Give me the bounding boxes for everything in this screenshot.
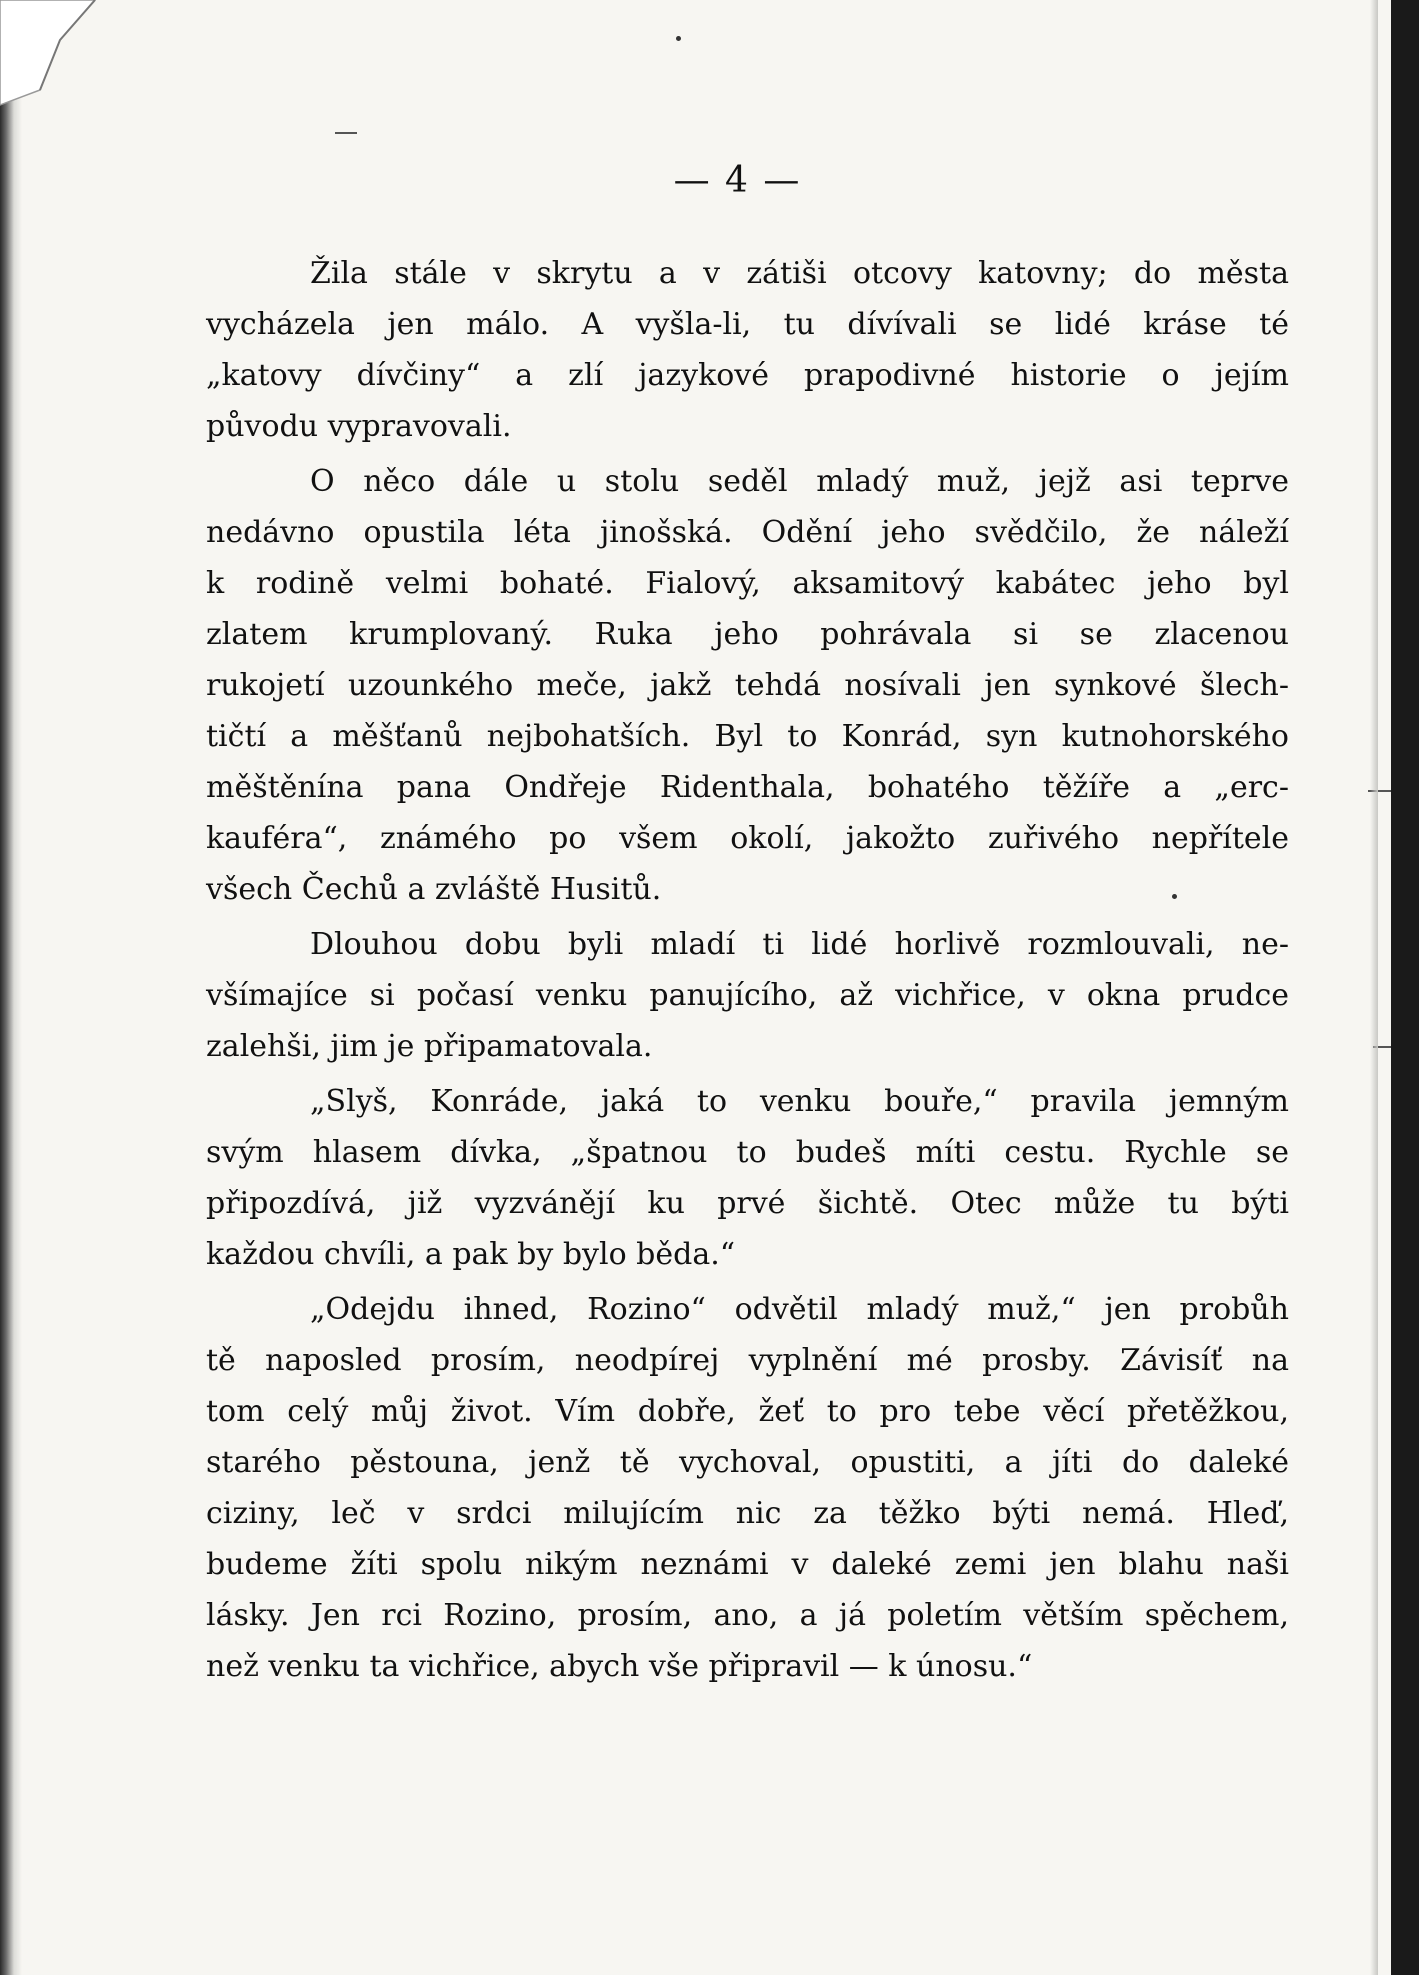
text-line: k rodině velmi bohaté. Fialový, aksamitový kabátec jeho byl xyxy=(206,566,1289,601)
text-line: „katovy dívčiny“ a zlí jazykové prapodivné historie o jejím xyxy=(206,358,1289,393)
paragraph xyxy=(206,919,1289,1072)
text-line: tě naposled prosím, neodpírej vyplnění mé prosby. Závisíť na xyxy=(206,1343,1289,1378)
text-line: všímajíce si počasí venku panujícího, až vichřice, v okna prudce xyxy=(206,978,1289,1013)
text-line: měštěnína pana Ondřeje Ridenthala, bohatého těžíře a „erc- xyxy=(206,770,1289,805)
text-line: lásky. Jen rci Rozino, prosím, ano, a já poletím větším spěchem, xyxy=(206,1598,1289,1633)
text-line: nedávno opustila léta jinošská. Odění jeho svědčilo, že náleží xyxy=(206,515,1289,550)
paragraph xyxy=(206,248,1289,452)
text-line: připozdívá, již vyzvánějí ku prvé šichtě. Otec může tu býti xyxy=(206,1186,1289,1221)
text-line: vycházela jen málo. A vyšla-li, tu dívívali se lidé kráse té xyxy=(206,307,1289,342)
text-line: Dlouhou dobu byli mladí ti lidé horlivě rozmlouvali, ne- xyxy=(310,927,1289,962)
text-line: „Odejdu ihned, Rozino“ odvětil mladý muž,“ jen probůh xyxy=(310,1292,1289,1327)
text-line: tom celý můj život. Vím dobře, žeť to pro tebe věcí přetěžkou, xyxy=(206,1394,1289,1429)
scan-right-border xyxy=(1391,0,1419,1975)
text-line: kauféra“, známého po všem okolí, jakožto zuřivého nepřítele xyxy=(206,821,1289,856)
text-line: každou chvíli, a pak by bylo běda.“ xyxy=(206,1237,736,1272)
page-left-shadow xyxy=(0,0,22,1975)
margin-mark xyxy=(335,132,357,134)
page-number: — 4 — xyxy=(673,160,802,201)
text-line: rukojetí uzounkého meče, jakž tehdá nosívali jen synkové šlech- xyxy=(206,668,1289,703)
text-line: O něco dále u stolu seděl mladý muž, jejž asi teprve xyxy=(310,464,1289,499)
paragraph xyxy=(206,456,1289,915)
text-line: než venku ta vichřice, abych vše připravil — k únosu.“ xyxy=(206,1649,1033,1684)
text-line: původu vypravovali. xyxy=(206,409,512,444)
paragraph xyxy=(206,1284,1289,1692)
text-line: zalehši, jim je připamatovala. xyxy=(206,1029,653,1064)
text-line: všech Čechů a zvláště Husitů. xyxy=(206,872,662,907)
text-line: budeme žíti spolu nikým neznámi v daleké zemi jen blahu naši xyxy=(206,1547,1289,1582)
text-line: Žila stále v skrytu a v zátiši otcovy katovny; do města xyxy=(310,256,1289,291)
corner-fold xyxy=(0,0,110,110)
text-line: starého pěstouna, jenž tě vychoval, opustiti, a jíti do daleké xyxy=(206,1445,1289,1480)
text-line: ciziny, leč v srdci milujícím nic za těžko býti nemá. Hleď, xyxy=(206,1496,1289,1531)
text-line: tičtí a měšťanů nejbohatších. Byl to Konrád, syn kutnohorského xyxy=(206,719,1289,754)
body-text xyxy=(206,248,1289,1692)
ink-speck xyxy=(676,36,681,41)
text-line: zlatem krumplovaný. Ruka jeho pohrávala si se zlacenou xyxy=(206,617,1289,652)
paragraph xyxy=(206,1076,1289,1280)
text-line: „Slyš, Konráde, jaká to venku bouře,“ pravila jemným xyxy=(310,1084,1289,1119)
text-line: svým hlasem dívka, „špatnou to budeš míti cestu. Rychle se xyxy=(206,1135,1289,1170)
page-right-shadow xyxy=(1370,0,1378,1975)
